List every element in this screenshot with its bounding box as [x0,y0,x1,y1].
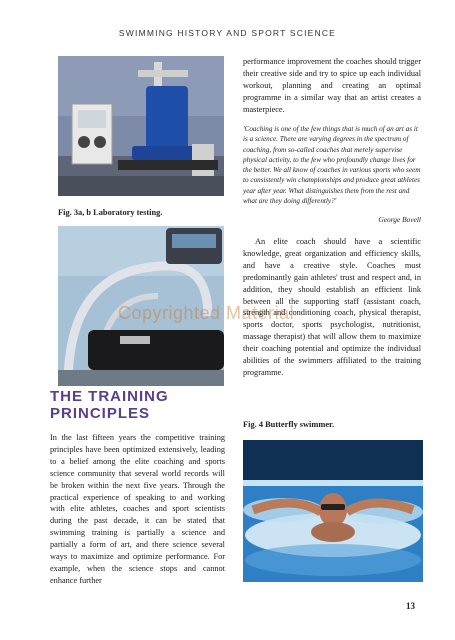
fig3-caption: Fig. 3a, b Laboratory testing. [58,208,163,217]
pull-quote: 'Coaching is one of the few things that is much of an art as it is a science. There are varying degrees in the spectrum of coaching, from so-called coaches that merely supervise physical activity, to the few who profoundly change lives for the better. We all know of coaches in various sports who seem to consistently win championships and produce great athletes year after year. What distinguishes them from the rest and what are they doing differently?' [243,125,421,206]
running-head: SWIMMING HISTORY AND SPORT SCIENCE [118,28,337,38]
fig4-caption: Fig. 4 Butterfly swimmer. [243,420,335,429]
lab-testing-photo-a [58,56,224,196]
butterfly-swimmer-photo [243,440,423,582]
watermark: Copyrighted Material [118,303,295,323]
body-paragraph: In the last fifteen years the competitive training principles have been optimized extensively, leading to a belief among the elite coaching and sports science community that several world records will be broken within the next five years. Through the practical experience of speaking to and working with elite athletes, coaches and sport scientists during the past decade, it can be stated that swimming training is partially a science and partially a form of art, and there science several ways to maximize and optimize performance. For example, when the science stops and cannot enhance further [50,433,225,585]
section-heading: THE TRAINING PRINCIPLES [50,388,169,422]
body-paragraph: An elite coach should have a scientific knowledge, great organization and efficiency skills, and have a creative style. Coaches must predominantly gain athletes' trust and respect and, in addition, they should establish an efficient link between all the supporting staff (assistant coach, strength and conditioning coach, physical therapist, sports doctor, sports psychologist, nutritionist, massage therapist) that will allow them to maximize their coaching potential and optimize the individual abilities of the swimmers affiliated to the training programme. [243,237,421,377]
body-paragraph: performance improvement the coaches should trigger their creative side and try to spice up each individual workout, planning and creating an optimal programme in a similar way that an artist creates a masterpiece. [243,57,421,114]
quote-attribution: George Bovell [378,215,421,224]
page-number: 13 [406,601,415,611]
